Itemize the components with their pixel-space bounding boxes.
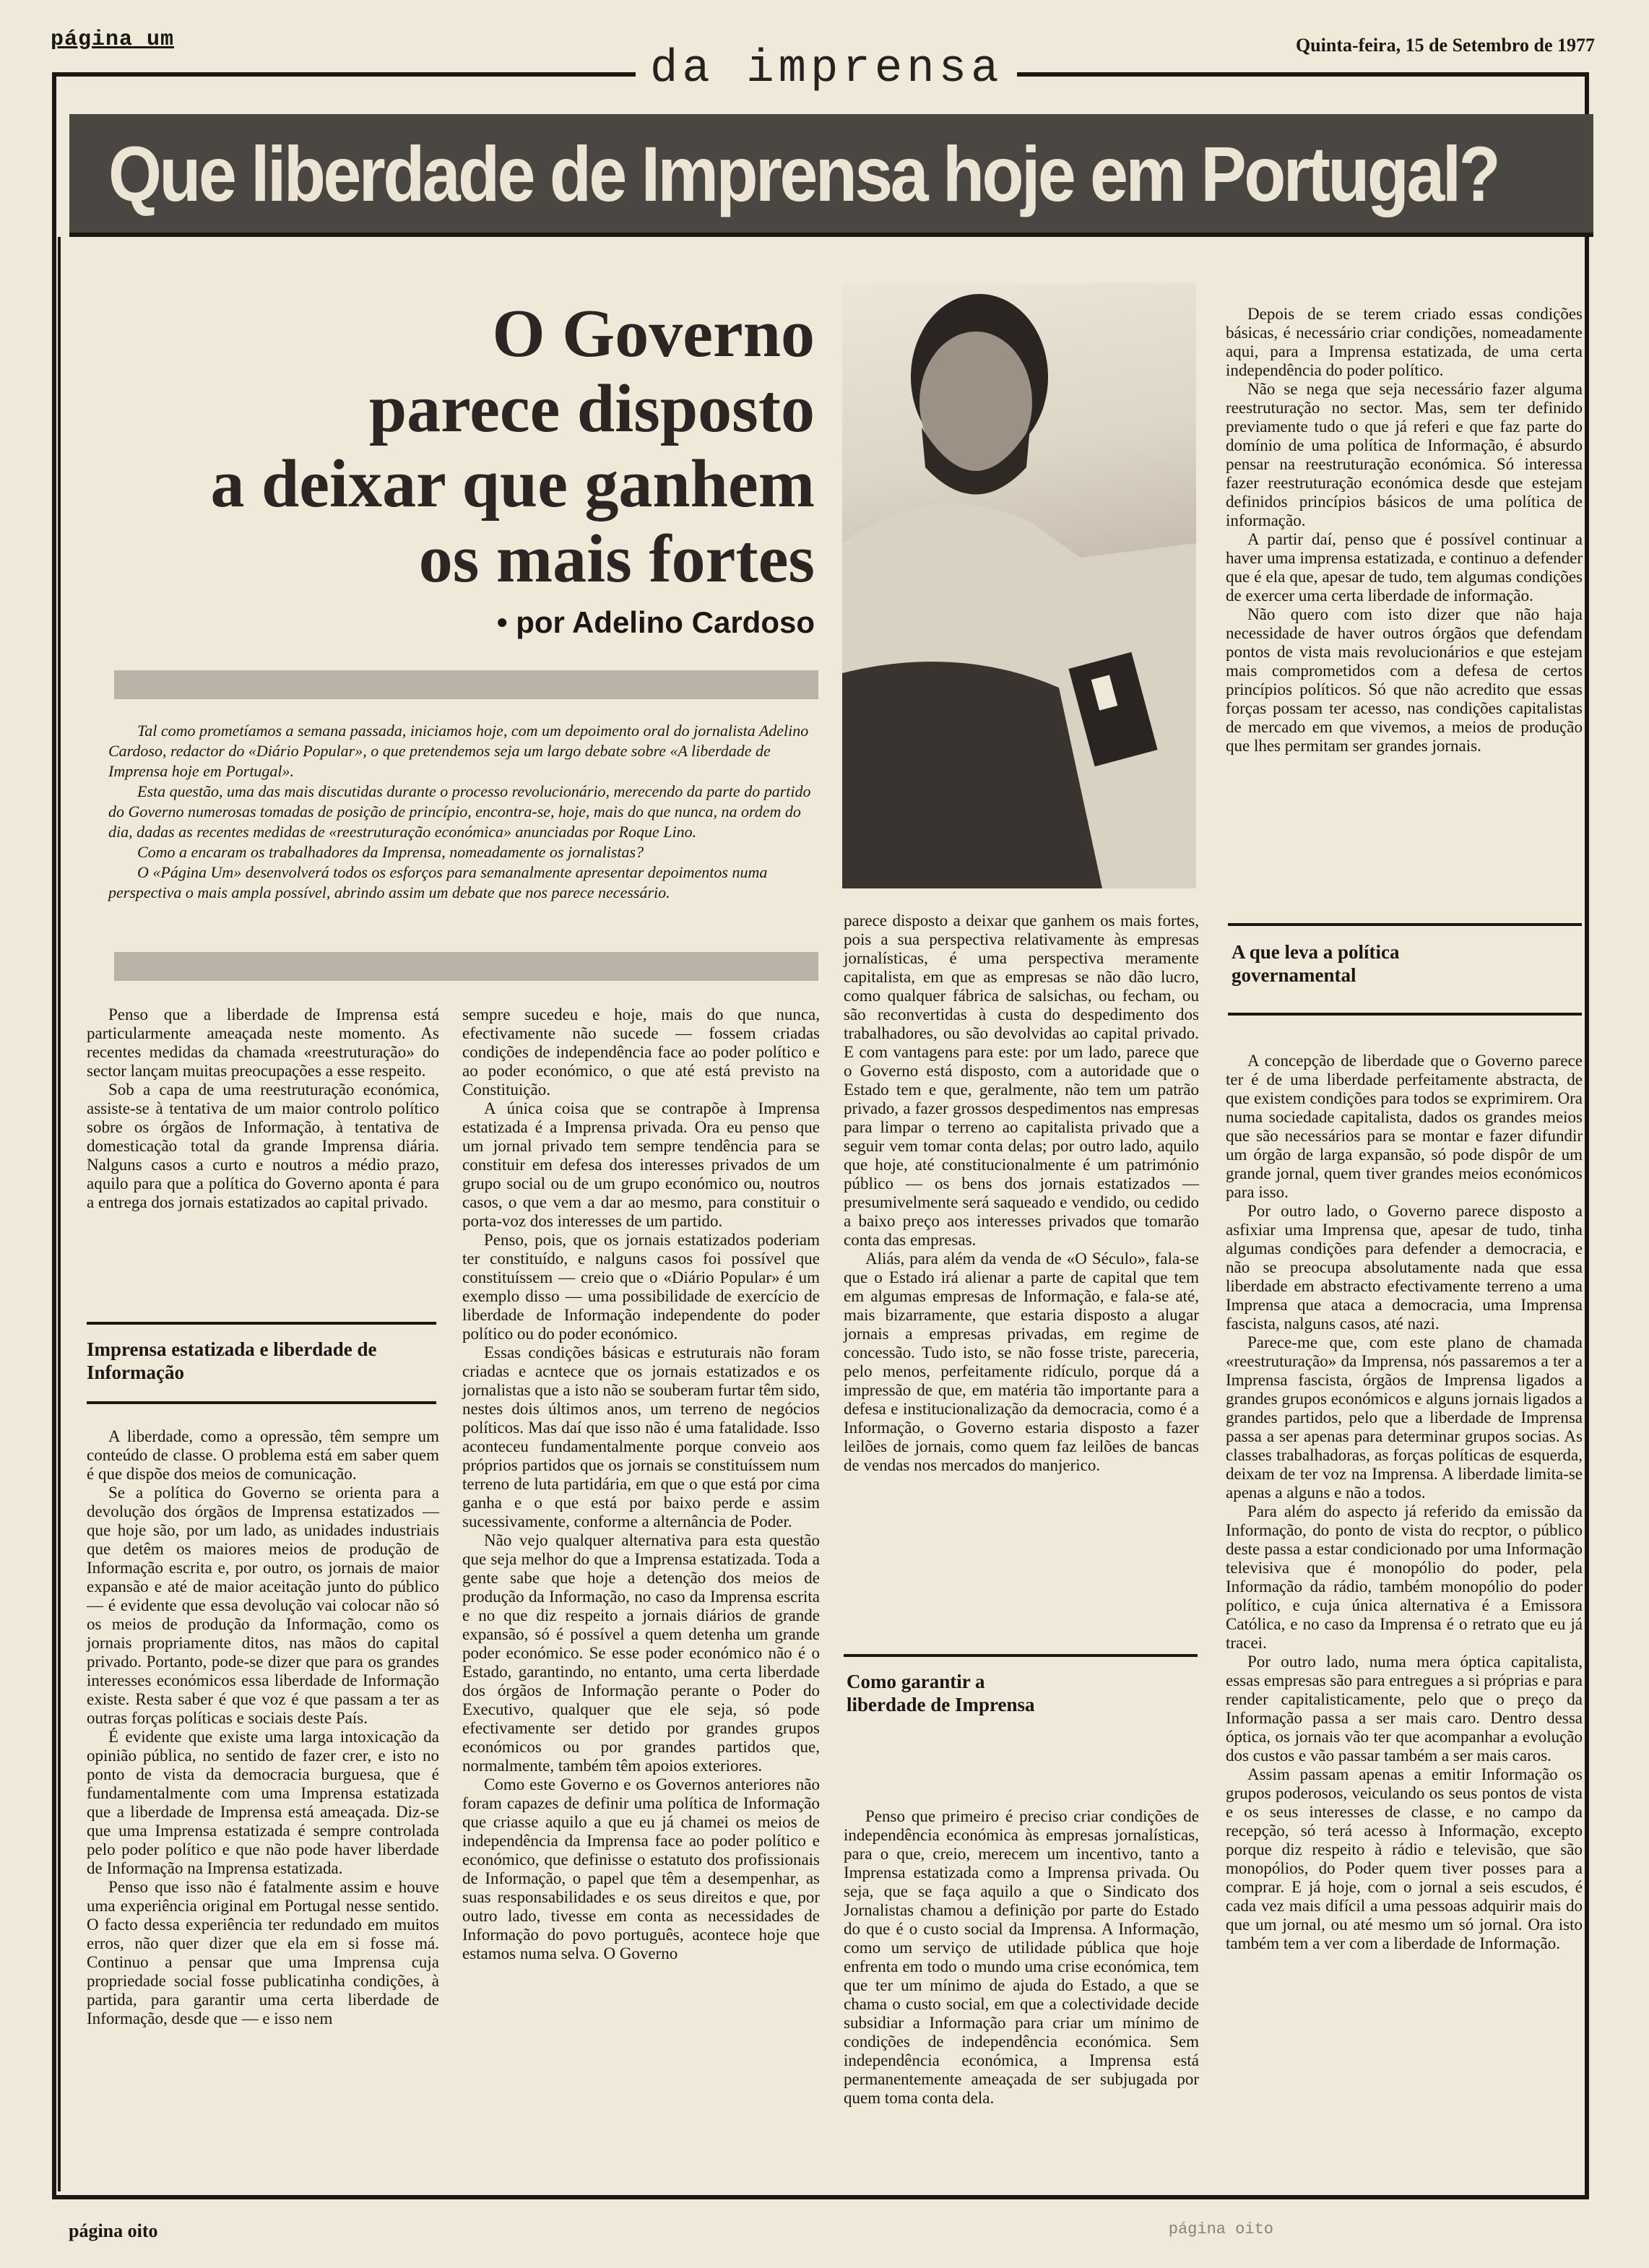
headline-line: parece disposto — [368, 371, 815, 446]
section-label-pagina-um: página um — [51, 27, 175, 52]
body-paragraph: Essas condições básicas e estruturais não foram criadas e acntece que os jornais estatizados e os jornalistas que a isto não se souberam furtar têm sido, nestes dois últimos anos, um terreno de negócios políticos. Mas daí que isso não é uma fatalidade. Isso aconteceu fundamentalmente porque conveio aos próprios partidos que os jornais se constituíssem num terreno de luta partidária, em que o que está por cima ganha e o que está por baixo perde e assim sucessivamente, conforme a alternância de Poder. — [462, 1343, 820, 1531]
body-paragraph: Sob a capa de uma reestruturação económica, assiste-se à tentativa de um maior controlo político sobre os órgãos de Informação, à tentativa de domesticação total da grande Imprensa diária. Nalguns casos a curto e noutros a médio prazo, aquilo para que a política do Governo aponta é para a entrega dos jornais estatizados ao capital privado. — [87, 1081, 439, 1211]
column-2 — [462, 1005, 820, 1963]
body-paragraph: Penso, pois, que os jornais estatizados poderiam ter constituído, e nalguns casos foi possível que constituíssem — creio que o «Diário Popular» é um exemplo disso — uma possibilidade de exercício de liberdade de Informação independente do poder político ou do poder económico. — [462, 1231, 820, 1343]
column-1-continued — [87, 1427, 439, 2028]
column-1 — [87, 1005, 439, 1212]
subhead-rule — [87, 1322, 436, 1325]
banner-title: Que liberdade de Imprensa hoje em Portugal? — [108, 130, 1499, 217]
subhead-rule — [844, 1654, 1198, 1657]
subhead-rule — [1228, 923, 1582, 926]
author-photo — [842, 283, 1196, 888]
column-3-continued — [844, 1807, 1199, 2108]
article-headline — [165, 296, 815, 597]
portrait-illustration — [842, 283, 1196, 888]
body-paragraph: Se a política do Governo se orienta para a devolução dos órgãos de Imprensa estatizados — que hoje são, por um lado, as unidades industriais que detêm os maiores meios de produção de Informação escrita e, por outro, os jornais de maior expansão e até de maior aceitação junto do público — é evidente que essa devolução vai colocar não só os meios de produção da Informação, como os jornais propriamente ditos, nas mãos do capital privado. Portanto, pode-se dizer que para os grandes interesses económicos essa liberdade de Informação existe. Resta saber é que voz é que passam a ter as outras forças políticas e sociais deste País. — [87, 1484, 439, 1727]
page-number-label: página oito — [69, 2220, 158, 2241]
intro-paragraph: Tal como prometíamos a semana passada, iniciamos hoje, com um depoimento oral do jornalista Adelino Cardoso, redactor do «Diário Popular», o que pretendemos seja um largo debate sobre «A liberdade de Imprensa hoje em Portugal». — [108, 722, 809, 780]
intro-paragraph: Esta questão, uma das mais discutidas durante o processo revolucionário, merecendo da parte do partido do Governo numerosas tomadas de posição de princípio, encontra-se, hoje, mais do que nunca, na ordem do dia, dadas as recentes medidas de «reestruturação económica» anunciadas por Roque Lino. — [108, 782, 811, 841]
body-paragraph: Não se nega que seja necessário fazer alguma reestruturação no sector. Mas, sem ter definido previamente tudo o que já referi e que faz parte do domínio de uma política de Informação, é absurdo pensar na reestruturação económica. Só interessa fazer reestruturação económica desde que estejam definidos princípios básicos de uma política de informação. — [1226, 380, 1583, 529]
body-paragraph: Para além do aspecto já referido da emissão da Informação, do ponto de vista do recptor, o público deste passa a estar condicionado por uma Informação televisiva que é monopólio do poder, pela Informação da rádio, também monopólio do poder político, e cuja única alternativa é a Emissora Católica, e no caso da Imprensa é o retrato que eu já tracei. — [1226, 1502, 1583, 1652]
body-paragraph: A partir daí, penso que é possível continuar a haver uma imprensa estatizada, e continuo a defender que é ela que, apesar de tudo, tem algumas condições de exercer uma certa liberdade de informação. — [1226, 530, 1583, 605]
headline-line: a deixar que ganhem — [210, 446, 815, 521]
body-paragraph: Como este Governo e os Governos anteriores não foram capazes de definir uma política de Informação que criasse aquilo a que eu já chamei os meios de independência da Imprensa face ao poder político e económico, que definisse o estatuto dos profissionais de Informação, o papel que têm a desempenhar, as suas responsabilidades e os seus direitos e que, por outro lado, tivesse em conta as necessidades de Informação do povo português, acontece hoje que estamos numa selva. O Governo — [462, 1775, 820, 1962]
issue-date: Quinta-feira, 15 de Setembro de 1977 — [1295, 35, 1595, 56]
column-3 — [844, 912, 1199, 1475]
column-4-continued — [1226, 1052, 1583, 1953]
subhead-rule — [1228, 1013, 1582, 1016]
byline: • por Adelino Cardoso — [496, 605, 815, 639]
body-paragraph: Não quero com isto dizer que não haja necessidade de haver outros órgãos que defendam pontos de vista mais revolucionários e que estejam mais comprometidos com a defesa de certos princípios políticos. Só que não acredito que essas forças possam ter acesso, nas condições capitalistas de mercado em que vivemos, a meios de produção que lhes permitam ser grandes jornais. — [1226, 605, 1583, 755]
body-paragraph: Por outro lado, numa mera óptica capitalista, essas empresas são para entregues a si próprias e para render capitalisticamente, pelo que o preço da Informação passa a ser mais caro. Dentro dessa óptica, os jornais vão ter que acompanhar a evolução dos custos e vão passar também a ser mais caros. — [1226, 1653, 1583, 1765]
body-paragraph: sempre sucedeu e hoje, mais do que nunca, efectivamente não sucede — fossem criadas condições de independência face ao poder político e ao poder económico, o que até está previsto na Constituição. — [462, 1005, 820, 1099]
body-paragraph: Penso que a liberdade de Imprensa está particularmente ameaçada neste momento. As recentes medidas da chamada «reestruturação» do sector lançam muitas preocupações a esse respeito. — [87, 1005, 439, 1080]
body-paragraph: Não vejo qualquer alternativa para esta questão que seja melhor do que a Imprensa estatizada. Toda a gente sabe que hoje a detenção dos meios de produção da Informação, no caso da Imprensa escrita e no que diz respeito a jornais diários de grande expansão, só é possível a quem detenha um grande poder económico. Se esse poder económico não é o Estado, garantindo, no entanto, uma certa liberdade dos órgãos de Informação perante o Poder do Executivo, qualquer que ele seja, só pode efectivamente ser detido por grandes grupos económicos ou por grandes partidos que, normalmente, também têm apoios exteriores. — [462, 1531, 820, 1775]
subheading-a-que-leva: A que leva a política governamental — [1232, 941, 1400, 986]
body-paragraph: Aliás, para além da venda de «O Século», fala-se que o Estado irá alienar a parte de capital que tem em algumas empresas de Informação, e fala-se até, mais bizarramente, que estaria disposto a alugar jornais a empresas privadas, em regime de concessão. Tudo isto, se não fosse triste, pareceria, pelo menos, perfeitamente ridículo, porque dá a impressão de que, em matéria tão importante para a defesa e institucionalização da democracia, como é a Informação, o Governo estaria disposto a fazer leilões de jornais, como quem faz leilões de bancas de vendas nos mercados do manjerico. — [844, 1250, 1199, 1474]
intro-top-bar — [114, 670, 818, 699]
subhead-rule — [87, 1401, 436, 1404]
body-paragraph: Por outro lado, o Governo parece disposto a asfixiar uma Imprensa que, apesar de tudo, tinha algumas condições para defender a democracia, e não se preocupa absolutamente nada que essa liberdade em abstracto efectivamente terreno a uma Imprensa que ataca a democracia, uma Imprensa fascista, nalguns casos, até nazi. — [1226, 1202, 1583, 1333]
body-paragraph: Parece-me que, com este plano de chamada «reestruturação» da Imprensa, nós passaremos a ter a Imprensa fascista, órgãos de Imprensa ligados a grandes grupos económicos e alguns jornais ligados a grandes partidos, pelo que a liberdade de Imprensa passa a ser apenas para determinar grupos socias. As classes trabalhadoras, as forças políticas de esquerda, deixam de ter voz na Imprensa. A liberdade limita-se apenas a alguns e não a todos. — [1226, 1333, 1583, 1502]
body-paragraph: A única coisa que se contrapõe à Imprensa estatizada é a Imprensa privada. Ora eu penso que um jornal privado tem sempre tendência para se constituir em defesa dos interesses privados de um grupo social ou de um grupo económico ou, noutros casos, o que vem a dar ao mesmo, para constituir o porta-voz dos interesses de um partido. — [462, 1099, 820, 1230]
intro-text — [108, 721, 816, 903]
headline-line: os mais fortes — [418, 521, 815, 597]
subheading-imprensa-estatizada: Imprensa estatizada e liberdade de Informação — [87, 1338, 377, 1383]
body-paragraph: Assim passam apenas a emitir Informação os grupos poderosos, veiculando os seus pontos de vista e os seus interesses de classe, e no campo da recepção, só terá acesso à Informação, excepto porque diz respeito à rádio e televisão, que são monopólios, do Poder quem tiver posses para a comprar. E já hoje, com o jornal a seis escudos, é cada vez mais difícil a uma pessoas adquirir mais do que um jornal, ou até mesmo um só jornal. Ora isto também tem a ver com a liberdade de Informação. — [1226, 1765, 1583, 1952]
body-paragraph: parece disposto a deixar que ganhem os mais fortes, pois a sua perspectiva relativamente às empresas jornalísticas, é uma perspectiva meramente capitalista, em que as empresas se não dão lucro, como qualquer fábrica de salsichas, ou fecham, ou são reconvertidas à custa do despedimento dos trabalhadores, ou são devolvidas ao capital privado. E com vantagens para este: por um lado, parece que o Governo está disposto, com a autoridade que o Estado tem e que, geralmente, não tem um patrão privado, a fazer grossos despedimentos nas empresas para limpar o terreno ao capitalista privado que a seguir vem tomar conta delas; por outro lado, aquilo que hoje, até constitucionalmente é um património público — os bens dos jornais estatizados — presumivelmente será saqueado e vendido, ou cedido a baixo preço aos interesses privados que tomarão conta das empresas. — [844, 912, 1199, 1249]
column-4 — [1226, 305, 1583, 756]
faint-page-number: página oito — [1168, 2220, 1273, 2238]
section-title: da imprensa — [636, 43, 1017, 95]
intro-paragraph: O «Página Um» desenvolverá todos os esforços para semanalmente apresentar depoimentos numa perspectiva o mais ampla possível, abrindo assim um debate que nos parece necessário. — [108, 863, 768, 901]
body-paragraph: A liberdade, como a opressão, têm sempre um conteúdo de classe. O problema está em saber quem é que dispõe dos meios de comunicação. — [87, 1427, 439, 1483]
body-paragraph: Depois de se terem criado essas condições básicas, é necessário criar condições, nomeadamente aqui, para a Imprensa estatizada, de uma certa independência do poder político. — [1226, 305, 1583, 379]
body-paragraph: Penso que isso não é fatalmente assim e houve uma experiência original em Portugal nesse sentido. O facto dessa experiência ter redundado em muitos erros, não quer dizer que ela em si fosse má. Continuo a pensar que uma Imprensa cuja propriedade social fosse publicatinha condições, à partida, para garantir uma certa liberdade de Informação, desde que — e isso nem — [87, 1878, 439, 2027]
subheading-como-garantir: Como garantir a liberdade de Imprensa — [847, 1671, 1035, 1715]
headline-line: O Governo — [492, 296, 815, 371]
body-paragraph: A concepção de liberdade que o Governo parece ter é de uma liberdade perfeitamente abstracta, de que existem condições para todos se exprimirem. Ora numa sociedade capitalista, dados os grandes meios que são necessários para se montar e fazer difundir um órgão de larga expansão, só pode dispôr de um grande jornal, quem tiver grandes meios económicos para isso. — [1226, 1052, 1583, 1201]
intro-paragraph: Como a encaram os trabalhadores da Imprensa, nomeadamente os jornalistas? — [137, 843, 644, 861]
intro-bottom-bar — [114, 952, 818, 981]
body-paragraph: Penso que primeiro é preciso criar condições de independência económica às empresas jornalísticas, para o que, creio, merecem um incentivo, tanto a Imprensa estatizada como a Imprensa privada. Ou seja, que se faça aquilo a que o Sindicato dos Jornalistas chamou a definição por parte do Estado do que é o custo social da Imprensa. A Informação, como um serviço de utilidade pública que hoje enfrenta em todo o mundo uma crise económica, tem que ter um mínimo de ajuda do Estado, a que se chama o custo social, em que a colectividade decide subsidiar a Informação para criar um mínimo de condições de independência económica. Sem independência económica, a Imprensa está permanentemente ameaçada de ser subjugada por quem toma conta dela. — [844, 1807, 1199, 2107]
body-paragraph: É evidente que existe uma larga intoxicação da opinião pública, no sentido de fazer crer, e isto no ponto de vista da democracia burguesa, que é fundamentalmente com uma Imprensa estatizada que a liberdade de Imprensa está ameaçada. Diz-se que uma Imprensa estatizada é sempre controlada pelo poder político e que não pode haver liberdade de Informação na Imprensa estatizada. — [87, 1728, 439, 1877]
